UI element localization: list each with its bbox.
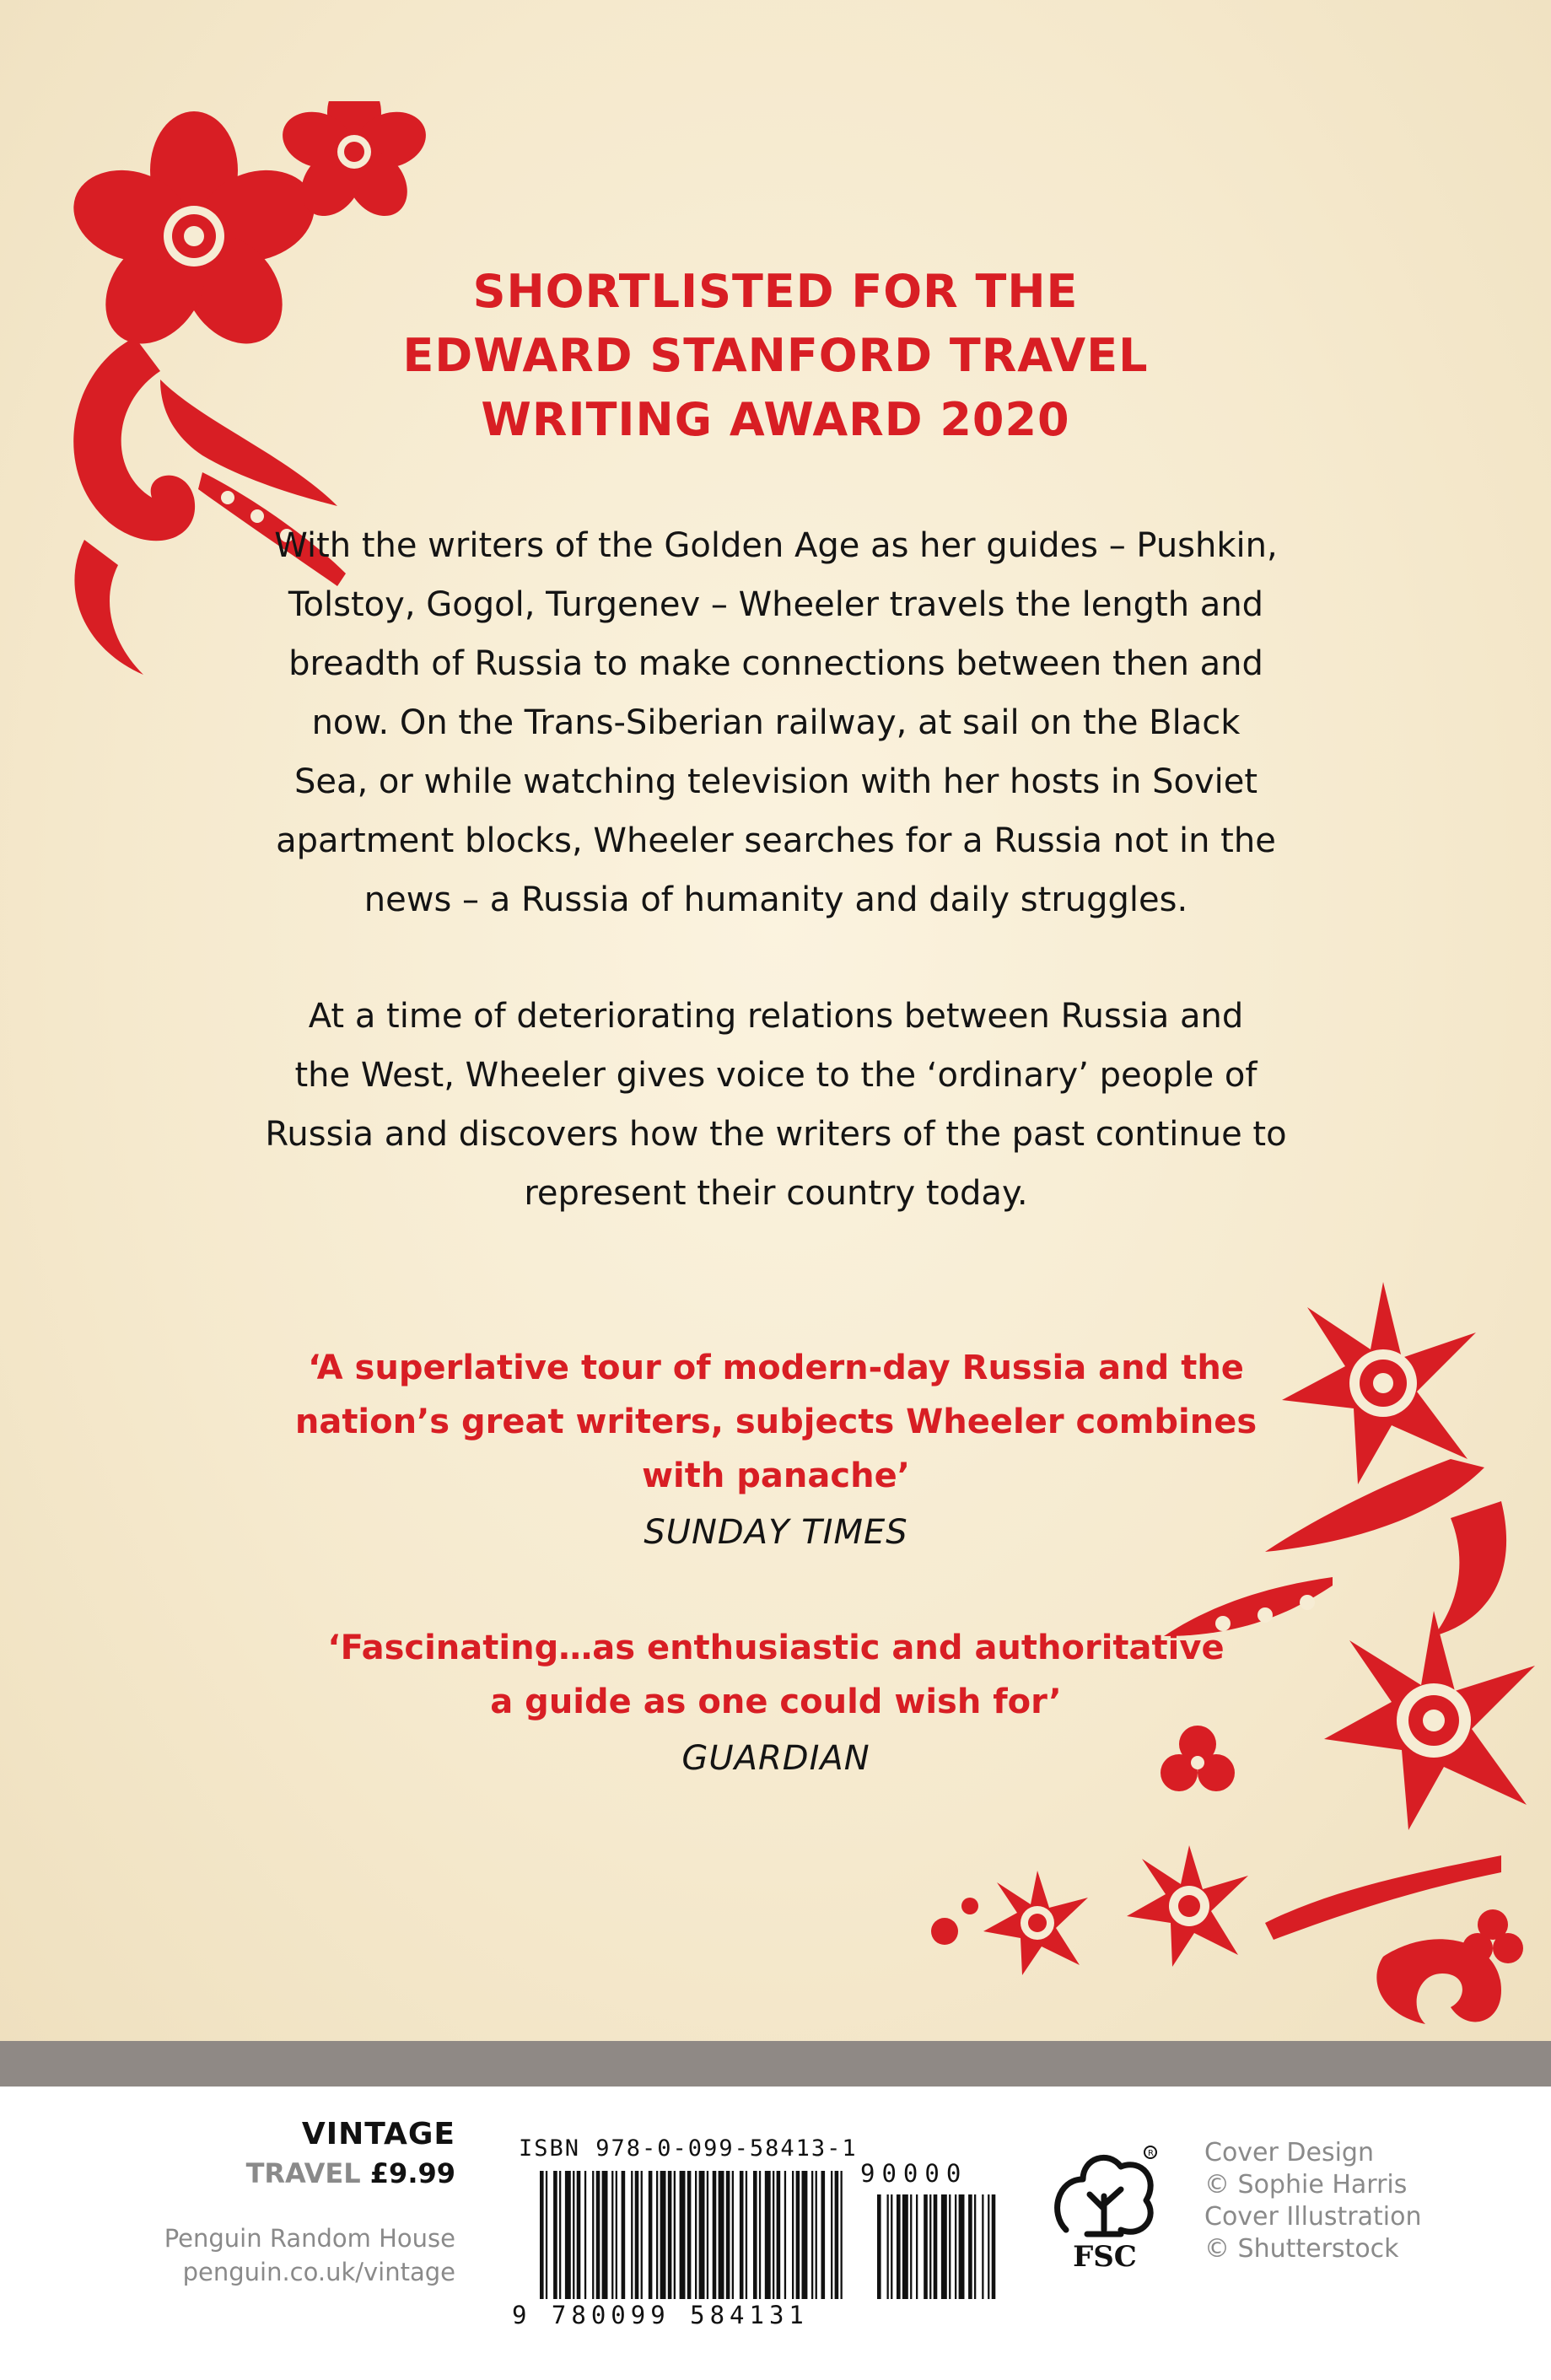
- blurb-line: With the writers of the Golden Age as her guides – Pushkin,: [274, 526, 1278, 565]
- barcode-addon-digits: 90000: [860, 2159, 968, 2188]
- quote-source: GUARDIAN: [681, 1739, 870, 1778]
- publisher-name: Penguin Random House: [164, 2224, 455, 2253]
- blurb-line: news – a Russia of humanity and daily struggles.: [364, 880, 1188, 919]
- award-heading: [0, 260, 1551, 452]
- blurb-line: apartment blocks, Wheeler searches for a Russia not in the: [276, 821, 1276, 860]
- blurb-line: Sea, or while watching television with her hosts in Soviet: [294, 762, 1258, 801]
- isbn-label: ISBN 978-0-099-58413-1: [519, 2135, 858, 2162]
- award-line: SHORTLISTED FOR THE: [472, 265, 1079, 318]
- category-price: [152, 2154, 455, 2193]
- review-quote-1: [253, 1341, 1299, 1562]
- quote-source: SUNDAY TIMES: [644, 1513, 908, 1552]
- publisher-website[interactable]: penguin.co.uk/vintage: [182, 2258, 455, 2286]
- blurb-paragraph-2: [202, 987, 1349, 1223]
- quote-line: with panache’: [642, 1457, 910, 1495]
- divider-band: [0, 2041, 1551, 2087]
- quote-line: nation’s great writers, subjects Wheeler combines: [294, 1403, 1257, 1441]
- quote-line: ‘Fascinating…as enthusiastic and authoritative: [327, 1629, 1225, 1667]
- publisher-info: [152, 2221, 455, 2289]
- fsc-label: FSC: [1073, 2240, 1137, 2274]
- blurb-line: Russia and discovers how the writers of the past continue to: [265, 1115, 1287, 1154]
- blurb-line: now. On the Trans-Siberian railway, at sail on the Black: [311, 703, 1241, 742]
- blurb-line: the West, Wheeler gives voice to the ‘ordinary’ people of: [294, 1056, 1257, 1095]
- credit-line: © Shutterstock: [1204, 2234, 1399, 2264]
- credit-line: © Sophie Harris: [1204, 2170, 1408, 2200]
- category-label: TRAVEL: [245, 2157, 361, 2189]
- quote-line: a guide as one could wish for’: [490, 1683, 1062, 1721]
- blurb-line: represent their country today.: [524, 1174, 1028, 1213]
- credit-line: Cover Design: [1204, 2138, 1374, 2167]
- blurb-line: At a time of deteriorating relations between Russia and: [308, 997, 1244, 1036]
- quote-line: ‘A superlative tour of modern-day Russia and the: [308, 1349, 1244, 1387]
- award-line: EDWARD STANFORD TRAVEL: [402, 329, 1149, 382]
- publisher-block: [152, 2115, 455, 2289]
- credit-line: Cover Illustration: [1204, 2202, 1422, 2232]
- imprint-name: VINTAGE: [301, 2117, 455, 2151]
- barcode-digits: 9 780099 584131: [512, 2301, 809, 2329]
- review-quote-2: [253, 1621, 1299, 1788]
- cover-credits: [1204, 2137, 1422, 2265]
- blurb-line: Tolstoy, Gogol, Turgenev – Wheeler travels the length and: [288, 585, 1264, 624]
- barcode-icon: [540, 2171, 1004, 2299]
- price-label: £9.99: [369, 2157, 455, 2189]
- svg-text:R: R: [1148, 2149, 1154, 2158]
- blurb-line: breadth of Russia to make connections between then and: [288, 644, 1263, 683]
- blurb-paragraph-1: [202, 516, 1349, 929]
- award-line: WRITING AWARD 2020: [481, 393, 1070, 446]
